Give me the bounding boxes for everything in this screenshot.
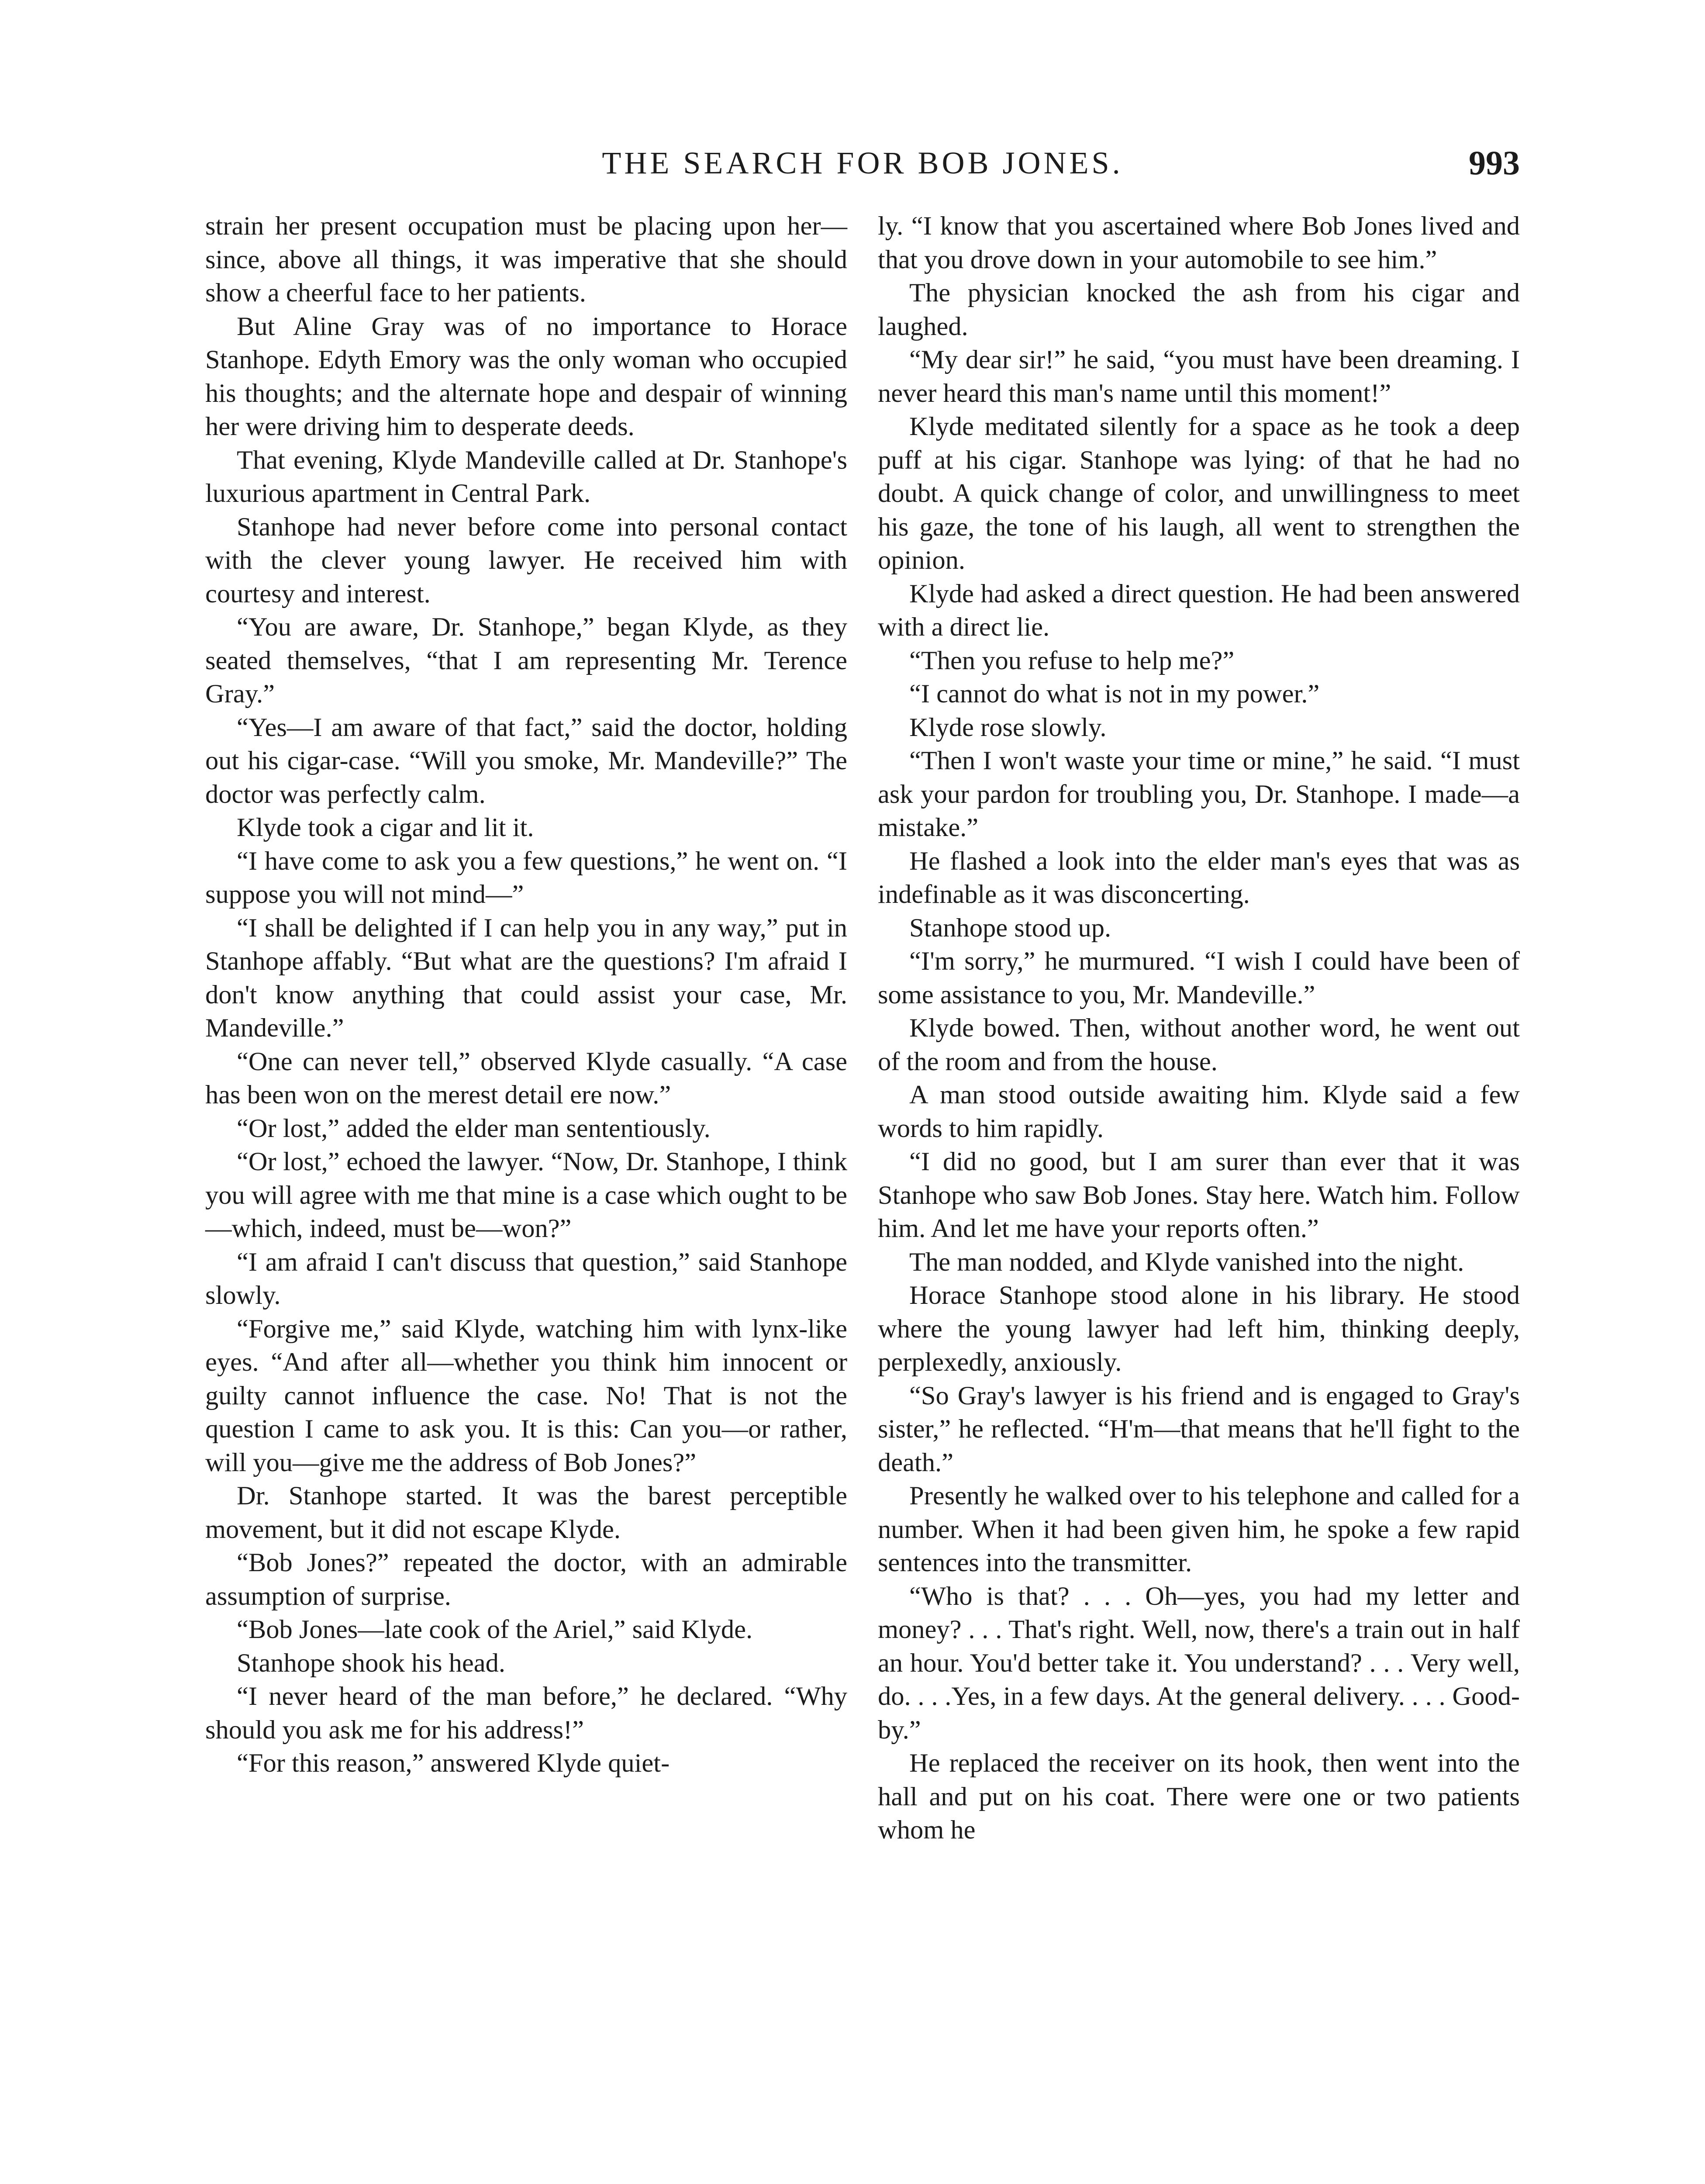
- paragraph: “So Gray's lawyer is his friend and is engaged to Gray's sister,” he reflected. “H'm—that means that he'll fight to the death.”: [878, 1381, 1520, 1477]
- paragraph: “Then you refuse to help me?”: [909, 646, 1235, 675]
- paragraph: “Bob Jones?” repeated the doctor, with an admirable assumption of surprise.: [205, 1548, 847, 1611]
- right-column: [878, 210, 1520, 1847]
- paragraph: “My dear sir!” he said, “you must have been dreaming. I never heard this man's name until this moment!”: [878, 345, 1520, 408]
- paragraph: He replaced the receiver on its hook, then went into the hall and put on his coat. There were one or two patients whom he: [878, 1749, 1520, 1845]
- page-header: [205, 139, 1520, 187]
- page-number: 993: [1469, 144, 1520, 182]
- paragraph: ly. “I know that you ascertained where Bob Jones lived and that you drove down in your automobile to see him.”: [878, 211, 1520, 274]
- paragraph: “One can never tell,” observed Klyde casually. “A case has been won on the merest detail ere now.”: [205, 1047, 847, 1109]
- paragraph: “I am afraid I can't discuss that question,” said Stanhope slowly.: [205, 1247, 847, 1310]
- paragraph: “I shall be delighted if I can help you in any way,” put in Stanhope affably. “But what are the questions? I'm afraid I don't know anything that could assist your case, Mr. Mandeville.”: [205, 913, 847, 1043]
- paragraph: The man nodded, and Klyde vanished into the night.: [909, 1247, 1464, 1277]
- paragraph: “Who is that? . . . Oh—yes, you had my letter and money? . . . That's right. Well, now, there's a train out in half an hour. You'd better take it. You understand? . . . Very well, do. . . .Yes, in a few days. At the general delivery. . . . Good-by.”: [878, 1581, 1520, 1745]
- paragraph: strain her present occupation must be placing upon her—since, above all things, it was imperative that she should show a cheerful face to her patients.: [205, 211, 847, 308]
- paragraph: Klyde rose slowly.: [909, 712, 1107, 742]
- paragraph: Klyde had asked a direct question. He had been answered with a direct lie.: [878, 579, 1520, 642]
- paragraph: “For this reason,” answered Klyde quiet-: [237, 1749, 670, 1778]
- paragraph: Klyde took a cigar and lit it.: [237, 813, 534, 842]
- paragraph: “Forgive me,” said Klyde, watching him with lynx-like eyes. “And after all—whether you think him innocent or guilty cannot influence the case. No! That is not the question I came to ask you. It is this: Can you—or rather, will you—give me the address of Bob Jones?”: [205, 1314, 847, 1477]
- paragraph: “I never heard of the man before,” he declared. “Why should you ask me for his address!”: [205, 1682, 847, 1745]
- paragraph: Presently he walked over to his telephone and called for a number. When it had been given him, he spoke a few rapid sentences into the transmitter.: [878, 1481, 1520, 1577]
- paragraph: “I have come to ask you a few questions,” he went on. “I suppose you will not mind—”: [205, 846, 847, 909]
- paragraph: “Then I won't waste your time or mine,” he said. “I must ask your pardon for troubling you, Dr. Stanhope. I made—a mistake.”: [878, 746, 1520, 842]
- paragraph: “I did no good, but I am surer than ever that it was Stanhope who saw Bob Jones. Stay here. Watch him. Follow him. And let me have your reports often.”: [878, 1147, 1520, 1243]
- paragraph: “Or lost,” added the elder man sententiously.: [237, 1113, 711, 1143]
- paragraph: “Bob Jones—late cook of the Ariel,” said Klyde.: [237, 1615, 753, 1644]
- paragraph: Stanhope shook his head.: [237, 1648, 506, 1678]
- paragraph: The physician knocked the ash from his cigar and laughed.: [878, 278, 1520, 341]
- paragraph: He flashed a look into the elder man's eyes that was as indefinable as it was disconcerting.: [878, 846, 1520, 909]
- paragraph: Klyde bowed. Then, without another word, he went out of the room and from the house.: [878, 1013, 1520, 1076]
- paragraph: “Yes—I am aware of that fact,” said the doctor, holding out his cigar-case. “Will you smoke, Mr. Mandeville?” The doctor was perfectly calm.: [205, 712, 847, 809]
- running-title: THE SEARCH FOR BOB JONES.: [602, 145, 1123, 180]
- paragraph: “You are aware, Dr. Stanhope,” began Klyde, as they seated themselves, “that I am representing Mr. Terence Gray.”: [205, 612, 847, 708]
- paragraph: Stanhope stood up.: [909, 913, 1111, 943]
- paragraph: Horace Stanhope stood alone in his library. He stood where the young lawyer had left him, thinking deeply, perplexedly, anxiously.: [878, 1281, 1520, 1377]
- left-column: [205, 210, 847, 1780]
- paragraph: Stanhope had never before come into personal contact with the clever young lawyer. He received him with courtesy and interest.: [205, 512, 847, 608]
- paragraph: “Or lost,” echoed the lawyer. “Now, Dr. Stanhope, I think you will agree with me that mine is a case which ought to be—which, indeed, must be—won?”: [205, 1147, 847, 1243]
- paragraph: But Aline Gray was of no importance to Horace Stanhope. Edyth Emory was the only woman who occupied his thoughts; and the alternate hope and despair of winning her were driving him to desperate deeds.: [205, 311, 847, 441]
- paragraph: That evening, Klyde Mandeville called at Dr. Stanhope's luxurious apartment in Central Park.: [205, 445, 847, 508]
- paragraph: Dr. Stanhope started. It was the barest perceptible movement, but it did not escape Klyde.: [205, 1481, 847, 1544]
- paragraph: Klyde meditated silently for a space as he took a deep puff at his cigar. Stanhope was lying: of that he had no doubt. A quick change of color, and unwillingness to meet his gaze, the tone of his laugh, all went to strengthen the opinion.: [878, 412, 1520, 575]
- paragraph: “I'm sorry,” he murmured. “I wish I could have been of some assistance to you, Mr. Mandeville.”: [878, 947, 1520, 1009]
- paragraph: “I cannot do what is not in my power.”: [909, 679, 1320, 708]
- paragraph: A man stood outside awaiting him. Klyde said a few words to him rapidly.: [878, 1080, 1520, 1143]
